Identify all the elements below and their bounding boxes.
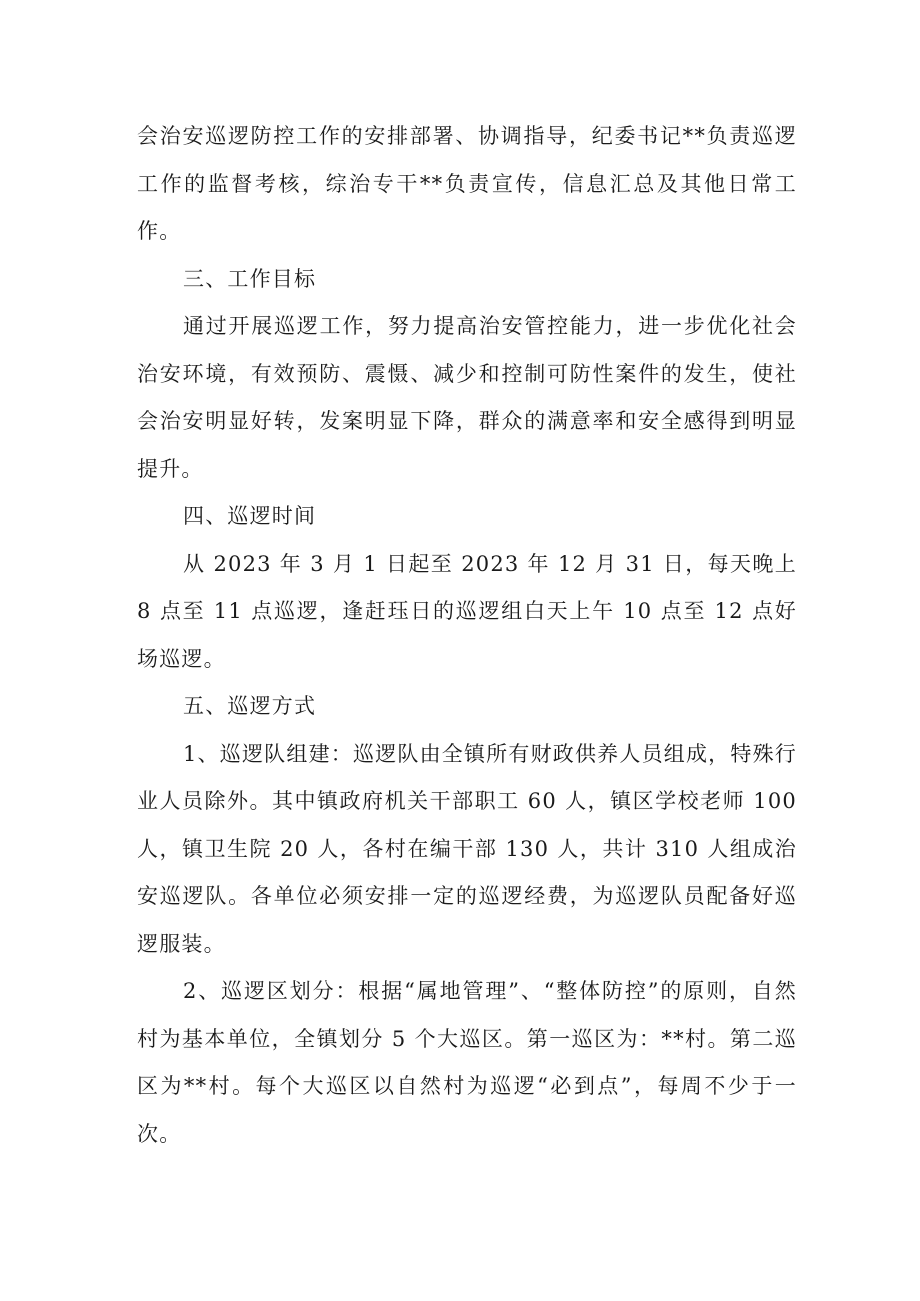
- section-heading-patrol-time: 四、巡逻时间: [183, 504, 317, 528]
- paragraph-work-goals: 通过开展巡逻工作，努力提高治安管控能力，进一步优化社会治安环境，有效预防、震慑、减少和控制可防性案件的发生，使社会治安明显好转，发案明显下降，群众的满意率和安全感得到明显提升。: [137, 314, 797, 481]
- paragraph-continuation: 会治安巡逻防控工作的安排部署、协调指导，纪委书记**负责巡逻工作的监督考核，综治专干**负责宣传，信息汇总及其他日常工作。: [137, 124, 797, 243]
- paragraph-patrol-time: 从 2023 年 3 月 1 日起至 2023 年 12 月 31 日，每天晚上 8 点至 11 点巡逻，逢赶珏日的巡逻组白天上午 10 点至 12 点好场巡逻。: [137, 551, 797, 671]
- paragraph-patrol-team: 1、巡逻队组建：巡逻队由全镇所有财政供养人员组成，特殊行业人员除外。其中镇政府机关干部职工 60 人，镇区学校老师 100 人，镇卫生院 20 人，各村在编干部 130 人，共计 310 人组成治安巡逻队。各单位必须安排一定的巡逻经费，为巡逻队员配备好巡逻服装。: [137, 741, 797, 956]
- document-body: [137, 113, 797, 1158]
- paragraph-patrol-zones: 2、巡逻区划分：根据“属地管理”、“整体防控”的原则，自然村为基本单位，全镇划分 5 个大巡区。第一巡区为：**村。第二巡区为**村。每个大巡区以自然村为巡逻“必到点”，每周不少于一次。: [137, 979, 797, 1146]
- section-heading-work-goals: 三、工作目标: [183, 266, 317, 291]
- section-heading-patrol-method: 五、巡逻方式: [183, 694, 317, 718]
